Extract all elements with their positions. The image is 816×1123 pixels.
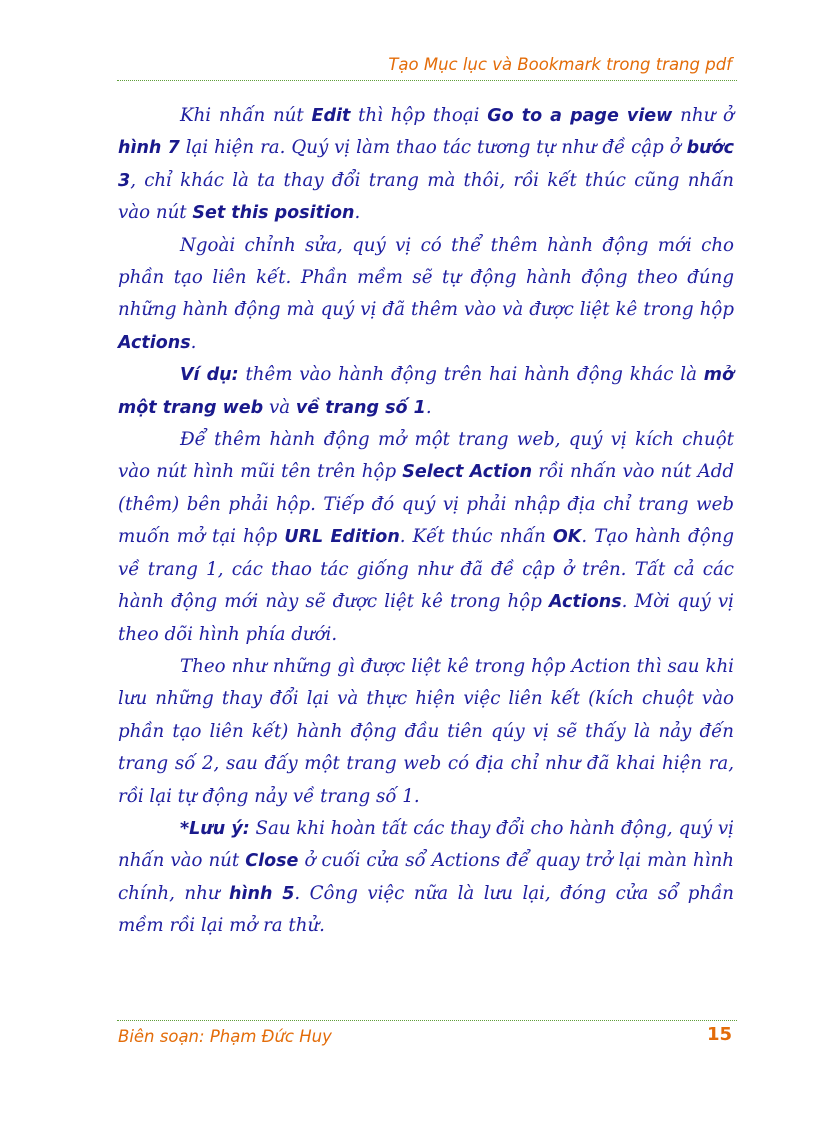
bold-term: Set this position [192, 203, 355, 224]
text-run: như ở [672, 105, 735, 126]
paragraph [118, 230, 734, 360]
text-run: . [425, 396, 432, 418]
header-divider [117, 80, 737, 81]
text-run: Theo như những gì được liệt kê trong hộp Action thì sau khi lưu những thay đổi lại và thực hiện việc liên kết (kích chuột vào phần tạo liên kết) hành động đầu tiên qúy vị sẽ thấy là nảy đến trang số 2, sau đấy một trang web có địa chỉ như đã khai hiện ra, rồi lại tự động nảy về trang số 1. [118, 655, 734, 807]
bold-term: Ví dụ: [180, 365, 239, 386]
bold-term: về trang số 1 [295, 397, 426, 418]
text-run: rồi nhấn vào nút Add (thêm) bên phải hộp. Tiếp đó quý vị phải nhập địa chỉ trang web muốn mở tại hộp [118, 461, 734, 548]
bold-term: Actions [118, 332, 191, 353]
text-run: . Kết thúc nhấn [399, 526, 553, 548]
bold-term: Edit [311, 106, 351, 126]
text-run: . Công việc nữa là lưu lại, đóng cửa sổ phần mềm rồi lại mở ra thử. [118, 882, 734, 937]
paragraph [118, 100, 734, 230]
text-run: Sau khi hoàn tất các thay đổi cho hành động, quý vị nhấn vào nút [118, 817, 735, 872]
text-run: ở cuối cửa sổ Actions để quay trở lại màn hình chính, như [118, 850, 734, 904]
paragraph [118, 651, 734, 813]
text-run: . [190, 331, 197, 353]
bold-term: hình 5 [229, 883, 295, 904]
paragraph [118, 359, 734, 424]
bold-term: Close [245, 851, 299, 872]
paragraph [118, 813, 734, 943]
text-run: thêm vào hành động trên hai hành động khác là [238, 364, 704, 386]
bold-term: hình 7 [118, 138, 180, 159]
page-header-title: Tạo Mục lục và Bookmark trong trang pdf [388, 55, 732, 74]
bold-term: Actions [548, 592, 622, 613]
footer-divider [117, 1020, 737, 1021]
bold-term: Go to a page view [487, 106, 673, 126]
text-run: Khi nhấn nút [180, 105, 312, 126]
text-run: . Mời quý vị theo dõi hình phía dưới. [118, 591, 734, 645]
body-text [118, 100, 734, 943]
text-run: và [263, 396, 296, 418]
bold-term: *Lưu ý: [180, 818, 250, 839]
text-run: . [354, 202, 361, 224]
paragraph [118, 424, 734, 651]
text-run: lại hiện ra. Quý vị làm thao tác tương tự như đề cập ở [179, 137, 687, 159]
bold-term: mở một trang web [118, 365, 734, 418]
text-run: thì hộp thoại [350, 105, 488, 126]
bold-term: URL Edition [284, 527, 400, 548]
text-run: Ngoài chỉnh sửa, quý vị có thể thêm hành động mới cho phần tạo liên kết. Phần mềm sẽ tự động hành động theo đúng những hành động mà quý vị đã thêm vào và được liệt kê trong hộp [118, 234, 734, 321]
text-run: , chỉ khác là ta thay đổi trang mà thôi, rồi kết thúc cũng nhấn vào nút [118, 169, 734, 224]
bold-term: Select Action [402, 462, 533, 483]
bold-term: OK [552, 527, 582, 548]
footer-author: Biên soạn: Phạm Đức Huy [118, 1027, 332, 1046]
text-run: Để thêm hành động mở một trang web, quý vị kích chuột vào nút hình mũi tên trên hộp [118, 429, 734, 483]
text-run: . Tạo hành động về trang 1, các thao tác giống như đã đề cập ở trên. Tất cả các hành động mới này sẽ được liệt kê trong hộp [118, 526, 735, 613]
page-number: 15 [706, 1024, 732, 1045]
bold-term: bước 3 [118, 138, 734, 191]
